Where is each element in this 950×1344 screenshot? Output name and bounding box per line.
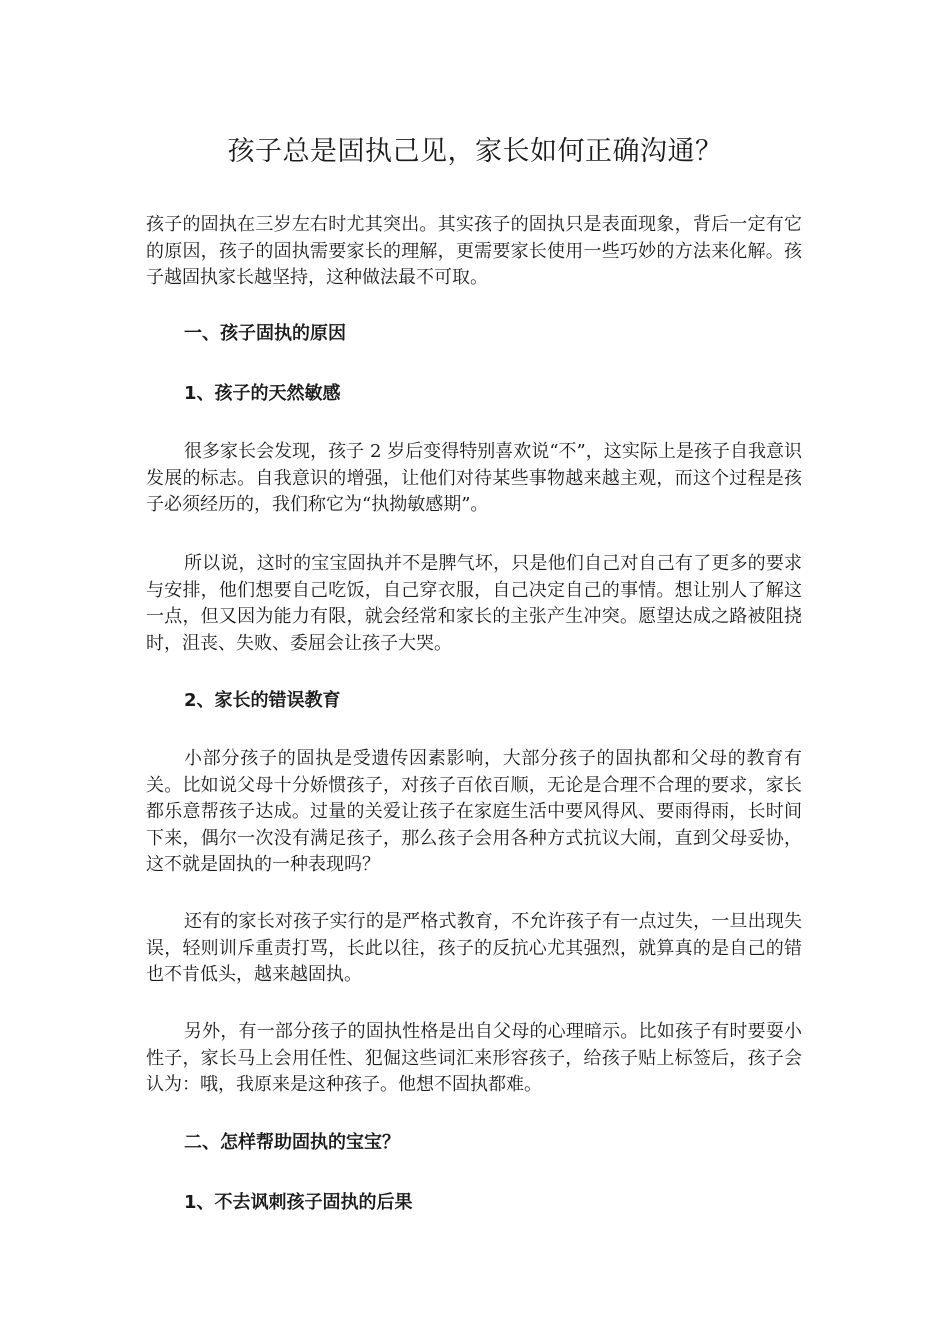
paragraph-labeling: 另外，有一部分孩子的固执性格是出自父母的心理暗示。比如孩子有时要耍小性子，家长马上会用任性、犯倔这些词汇来形容孩子，给孩子贴上标签后，孩子会认为：哦，我原来是这种孩子。他想不固执都难。 [146,1021,802,1095]
intro-paragraph: 孩子的固执在三岁左右时尤其突出。其实孩子的固执只是表面现象，背后一定有它的原因，孩子的固执需要家长的理解，更需要家长使用一些巧妙的方法来化解。孩子越固执家长越坚持，这种做法最不可取。 [146,214,802,288]
paragraph-self-demands: 所以说，这时的宝宝固执并不是脾气坏，只是他们自己对自己有了更多的要求与安排，他们想要自己吃饭，自己穿衣服，自己决定自己的事情。想让别人了解这一点，但又因为能力有限，就会经常和家长的主张产生冲突。愿望达成之路被阻挠时，沮丧、失败、委屈会让孩子大哭。 [146,553,802,654]
paragraph-spoiling: 小部分孩子的固执是受遗传因素影响，大部分孩子的固执都和父母的教育有关。比如说父母十分娇惯孩子，对孩子百依百顺，无论是合理不合理的要求，家长都乐意帮孩子达成。过量的关爱让孩子在家庭生活中要风得风、要雨得雨，长时间下来，偶尔一次没有满足孩子，那么孩子会用各种方式抗议大闹，直到父母妥协，这不就是固执的一种表现吗？ [146,748,802,875]
subheading-no-sarcasm: 1、不去讽刺孩子固执的后果 [184,1192,413,1213]
paragraph-strict-education: 还有的家长对孩子实行的是严格式教育，不允许孩子有一点过失，一旦出现失误，轻则训斥重责打骂，长此以往，孩子的反抗心尤其强烈，就算真的是自己的错也不肯低头，越来越固执。 [146,911,802,985]
section-heading-how-to-help: 二、怎样帮助固执的宝宝？ [184,1132,400,1153]
section-heading-causes: 一、孩子固执的原因 [184,323,346,344]
paragraph-sensitive-period: 很多家长会发现，孩子 2 岁后变得特别喜欢说“不”，这实际上是孩子自我意识发展的标志。自我意识的增强，让他们对待某些事物越来越主观，而这个过程是孩子必须经历的，我们称它为“执拗敏感期”。 [146,441,802,515]
document-title: 孩子总是固执己见，家长如何正确沟通？ [227,136,723,167]
subheading-natural-sensitivity: 1、孩子的天然敏感 [184,383,341,404]
subheading-wrong-education: 2、家长的错误教育 [184,690,341,711]
